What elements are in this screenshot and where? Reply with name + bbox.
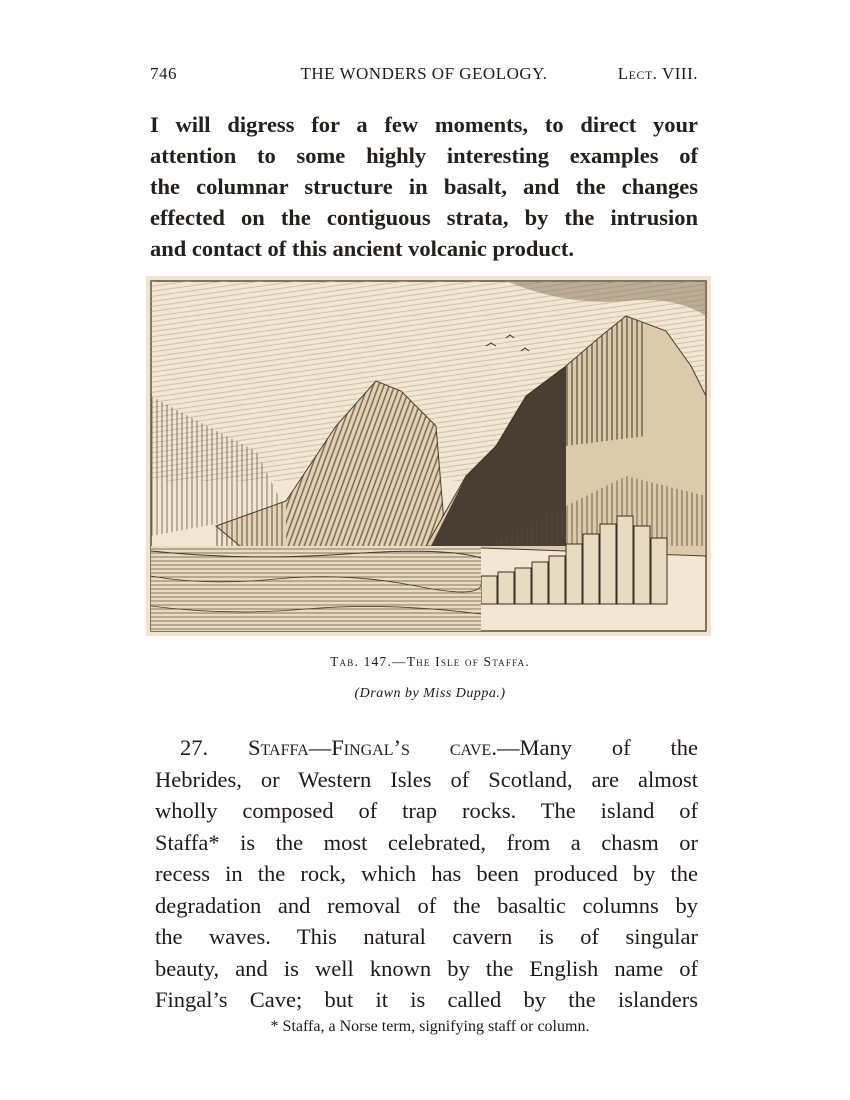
section-line: Staffa* is the most celebrated, from a chasm or	[155, 829, 698, 855]
section-line: the waves. This natural cavern is of singular	[155, 924, 698, 949]
section-paragraph	[155, 732, 698, 1016]
intro-line: attention to some highly interesting examples of	[150, 143, 698, 168]
section-line: beauty, and is well known by the English name of	[155, 955, 698, 981]
section-line: wholly composed of trap rocks. The island of	[155, 798, 698, 823]
section-heading: Staffa—Fingal’s cave.	[248, 735, 497, 760]
intro-line: I will digress for a few moments, to direct your	[150, 112, 698, 137]
intro-line: effected on the contiguous strata, by the intrusion	[150, 205, 698, 230]
section-line: recess in the rock, which has been produced by the	[155, 861, 698, 886]
section-first-line	[155, 732, 698, 764]
footnote: * Staffa, a Norse term, signifying staff or column.	[270, 1018, 590, 1035]
running-header	[150, 64, 698, 88]
section-line: Hebrides, or Western Isles of Scotland, are almost	[155, 766, 698, 792]
engraving-illustration	[146, 276, 711, 636]
figure-caption: Tab. 147.—The Isle of Staffa.	[330, 654, 530, 669]
intro-line: and contact of this ancient volcanic product.	[150, 236, 574, 261]
intro-line: the columnar structure in basalt, and the changes	[150, 174, 698, 199]
running-title: THE WONDERS OF GEOLOGY.	[300, 64, 548, 83]
section-line: degradation and removal of the basaltic columns by	[155, 892, 698, 918]
page-number: 746	[150, 64, 177, 83]
intro-paragraph	[150, 109, 698, 264]
lecture-label: Lect. VIII.	[617, 64, 698, 83]
section-line: —Many of the	[496, 735, 698, 760]
section-line: Fingal’s Cave; but it is called by the islanders	[155, 987, 698, 1012]
figure-credit: (Drawn by Miss Duppa.)	[354, 686, 506, 701]
staffa-engraving	[146, 276, 711, 636]
section-number: 27.	[180, 735, 209, 760]
